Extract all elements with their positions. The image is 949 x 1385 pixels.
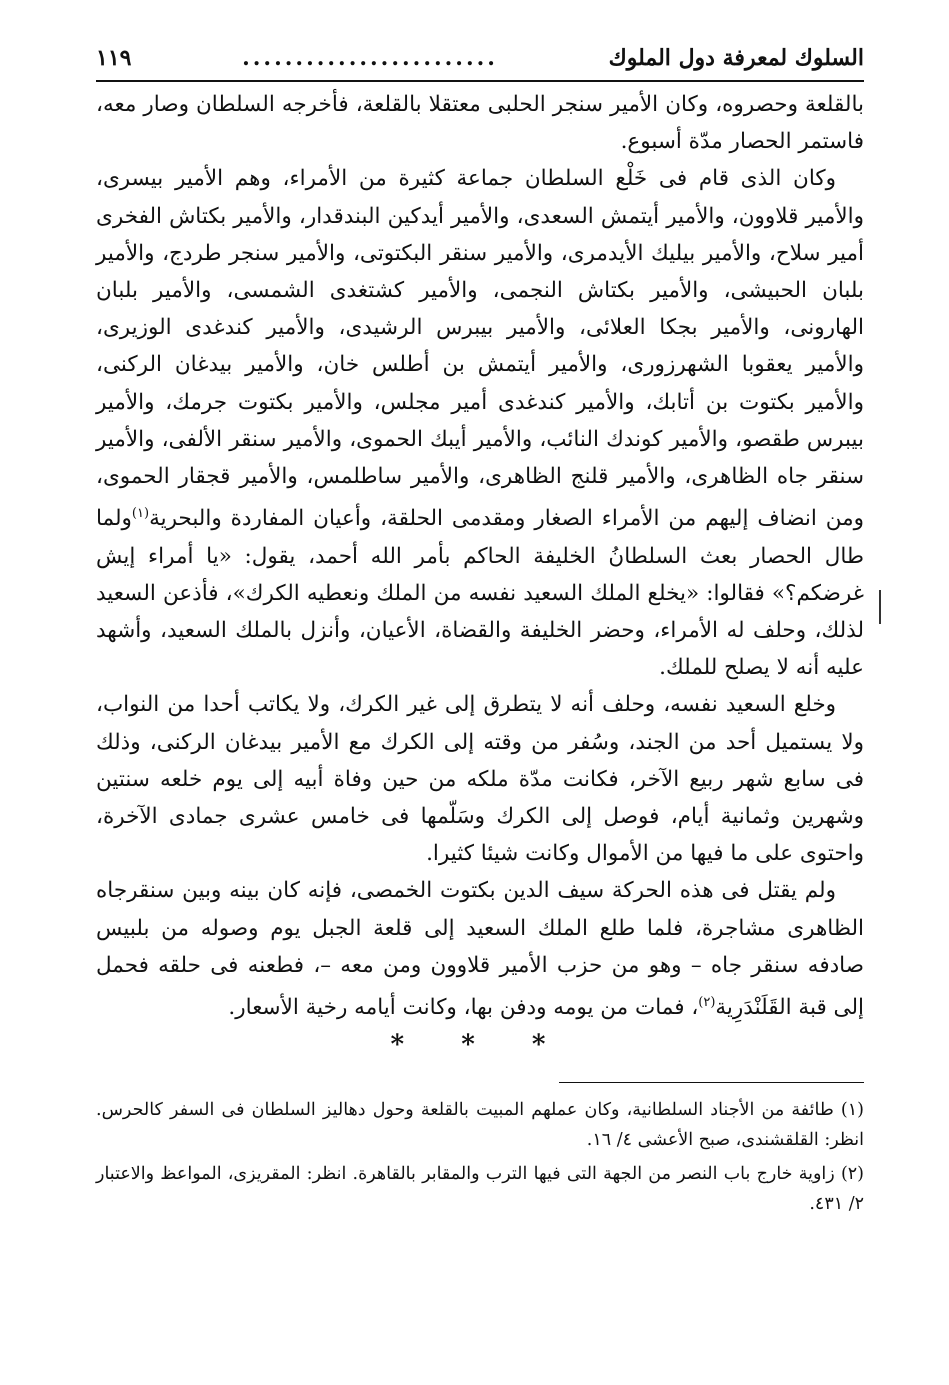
paragraph-2-continuation: ولما طال الحصار بعث السلطانُ الخليفة الحاكم بأمر الله أحمد، يقول: «يا أمراء إيش غرضكم؟» فقالوا: «يخلع الملك السعيد نفسه من الملك ونعطيه الكرك»، فأذعن السعيد لذلك، وحلف له الأمراء، وحضر الخليفة والقضاة، الأعيان، وأنزل بالملك السعيد، وأشهد عليه أنه لا يصلح للملك. xyxy=(96,506,864,681)
book-title: السلوك لمعرفة دول الملوك xyxy=(608,45,864,71)
running-head xyxy=(96,40,864,82)
footnote-2 xyxy=(96,1159,864,1219)
footnotes xyxy=(96,1095,864,1219)
footnote-1-text: طائفة من الأجناد السلطانية، وكان عملهم المبيت بالقلعة وحول دهاليز السلطان فى السفر كالحرس. انظر: القلقشندى، صبح الأعشى ٤/ ١٦. xyxy=(96,1100,864,1151)
footnote-2-text: زاوية خارج باب النصر من الجهة التى فيها الترب والمقابر بالقاهرة. انظر: المقريزى، المواعظ والاعتبار ٢/ ٤٣١. xyxy=(96,1164,864,1215)
book-page xyxy=(96,40,864,1219)
paragraph-1: بالقلعة وحصروه، وكان الأمير سنجر الحلبى معتقلا بالقلعة، فأخرجه السلطان وصار معه، فاستمر الحصار مدّة أسبوع. xyxy=(96,92,864,155)
section-separator: * * * xyxy=(390,1030,570,1061)
paragraph-4-text: ولم يقتل فى هذه الحركة سيف الدين بكتوت الخمصى، فإنه كان بينه وبين سنقرجاه الظاهرى مشاجرة، فلما طلع الملك السعيد إلى قلعة الجبل يوم وصوله من بلبيس صادفه سنقر جاه – وهو من حزب الأمير قلاوون ومن معه –، فطعنه فى حلقه فحمل إلى قبة القَلَنْدَرِية xyxy=(96,878,864,1021)
page-number: ١١٩ xyxy=(96,45,132,71)
paragraph-2 xyxy=(96,160,864,686)
footnote-ref-2[interactable]: (٢) xyxy=(698,995,716,1011)
paragraph-2-text: وكان الذى قام فى خَلْع السلطان جماعة كثيرة من الأمراء، وهم الأمير بيسرى، والأمير قلاوون، والأمير أيتمش السعدى، والأمير أيدكين البندقدار، والأمير بكتاش الفخرى أمير سلاح، والأمير بيليك الأيدمرى، والأمير سنقر البكتوتى، والأمير سنجر طردج، والأمير بلبان الحبيشى، والأمير بكتاش النجمى، والأمير كشتغدى الشمسى، والأمير بلبان الهارونى، والأمير بجكا العلائى، والأمير بيبرس الرشيدى، والأمير كندغدى الوزيرى، والأمير يعقوبا الشهرزورى، والأمير أيتمش بن أطلس خان، والأمير بيدغان الركنى، والأمير بكتوت بن أتابك، والأمير كندغدى أمير مجلس، والأمير بكتوت جرمك، والأمير بيبرس طقصو، والأمير كوندك النائب، والأمير أيبك الحموى، والأمير سنقر الألفى، والأمير سنقر جاه الظاهرى، والأمير قلنج الظاهرى، والأمير ساطلمس، والأمير قجقار الحموى، ومن انضاف إليهم من الأمراء الصغار ومقدمى الحلقة، وأعيان المفاردة والبحرية xyxy=(96,166,864,532)
footnote-1-mark: (١) xyxy=(840,1100,864,1121)
footnote-rule xyxy=(559,1082,864,1083)
leader-dots: ........................ xyxy=(242,45,498,71)
footnote-2-mark: (٢) xyxy=(840,1164,864,1185)
paragraph-3: وخلع السعيد نفسه، وحلف أنه لا يتطرق إلى غير الكرك، ولا يكاتب أحدا من النواب، ولا يستميل أحد من الجند، وسُفر من وقته إلى الكرك مع الأمير بيدغان الركنى، وذلك فى سابع شهر ربيع الآخر، فكانت مدّة ملكه من حين وفاة أبيه إلى يوم خلعه سنتين وشهرين وثمانية أيام، فوصل إلى الكرك وسَلّمها فى خامس عشرى جمادى الآخرة، واحتوى على ما فيها من الأموال وكانت شيئا كثيرا. xyxy=(96,692,864,867)
main-text xyxy=(96,86,864,1026)
paragraph-4-continuation: ، فمات من يومه ودفن بها، وكانت أيامه رخية الأسعار. xyxy=(228,995,699,1021)
paragraph-4 xyxy=(96,872,864,1026)
margin-mark xyxy=(879,590,881,624)
footnote-1 xyxy=(96,1095,864,1155)
footnote-ref-1[interactable]: (١) xyxy=(131,506,150,522)
